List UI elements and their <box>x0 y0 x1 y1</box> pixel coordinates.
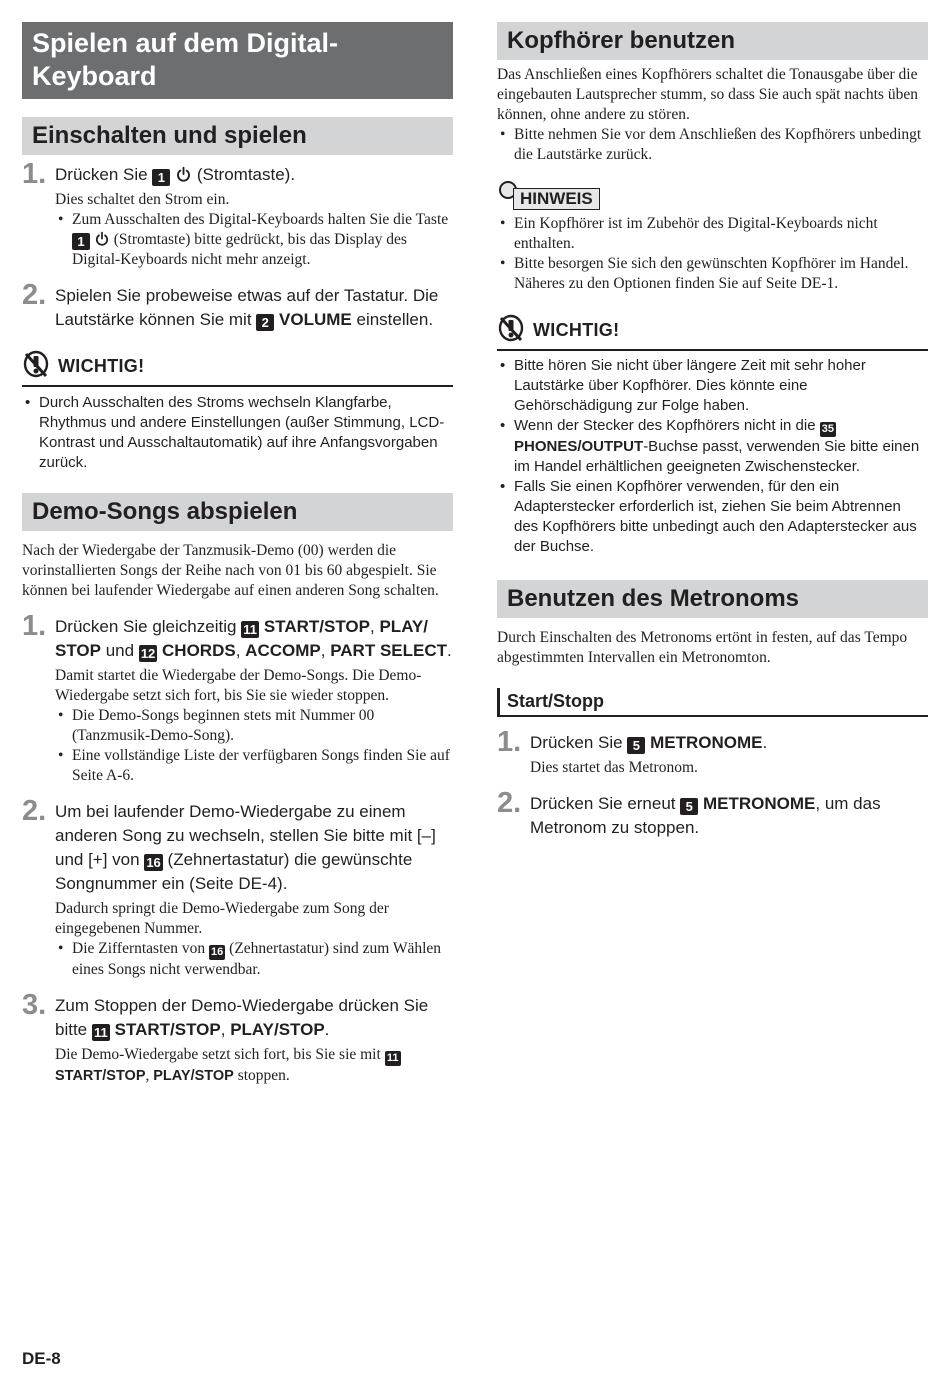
bullet-text: Wenn der Stecker des Kopfhörers nicht in die <box>514 417 816 434</box>
step-demo-start <box>22 610 453 786</box>
step-description: Damit startet die Wiedergabe der Demo-Songs. Die Demo-Wiedergabe setzt sich fort, bis Sie sie wieder stoppen. <box>55 667 422 704</box>
step-text: Spielen Sie probeweise etwas auf der Tastatur. Die Lautstärke können Sie mit <box>55 286 439 329</box>
step-number: 1. <box>497 726 522 758</box>
wichtig-label: WICHTIG! <box>58 356 145 376</box>
button-name: PLAY/STOP <box>230 1020 325 1039</box>
step-number: 2. <box>497 787 522 819</box>
wichtig-bullet: • Bitte hören Sie nicht über längere Zeit mit sehr hoher Lautstärke über Kopfhörer. Dies könnte eine Gehörschädigung zur Folge haben. <box>497 356 928 416</box>
button-name: CHORDS <box>162 641 236 660</box>
power-icon <box>94 231 110 248</box>
button-name: METRONOME <box>703 794 816 813</box>
step-text: Drücken Sie <box>55 165 148 184</box>
separator: , <box>320 641 326 660</box>
button-name: PLAY/STOP <box>153 1068 234 1084</box>
bullet-text-post: (Zehnertastatur) sind zum Wählen eines Songs nicht verwendbar. <box>72 940 442 978</box>
key-badge: 5 <box>680 798 698 815</box>
key-badge: 12 <box>140 646 156 661</box>
step-metronome-start <box>497 726 928 778</box>
step-description <box>55 1045 453 1086</box>
step-text-post: einstellen. <box>356 310 434 329</box>
wichtig-bullet: • Durch Ausschalten des Stroms wechseln Klangfarbe, Rhythmus und andere Einstellungen (außer Stimmung, LCD-Kontrast und Ausschaltautomatik) auf ihre Anfangsvorgaben zurück. <box>22 393 453 473</box>
bullet-text: Zum Ausschalten des Digital-Keyboards halten Sie die Taste <box>72 211 449 228</box>
separator: , <box>145 1067 150 1084</box>
step-play <box>22 279 453 332</box>
separator: , <box>370 617 375 636</box>
warning-icon <box>497 314 527 347</box>
step-number: 2. <box>22 279 47 311</box>
step-text: Zum Stoppen der Demo-Wiedergabe drücken Sie bitte <box>55 996 429 1039</box>
button-name: START/STOP <box>114 1020 221 1039</box>
section-heading-einschalten: Einschalten und spielen <box>22 117 453 155</box>
hinweis-notice <box>497 179 928 294</box>
period: . <box>447 641 452 660</box>
step-description: Dadurch springt die Demo-Wiedergabe zum Song der eingegebenen Nummer. <box>55 900 389 937</box>
desc-text-post: stoppen. <box>237 1067 290 1084</box>
bullet-item <box>55 939 453 980</box>
bullet-item: • Eine vollständige Liste der verfügbaren Songs finden Sie auf Seite A-6. <box>55 746 453 786</box>
step-text: Drücken Sie gleichzeitig <box>55 617 237 636</box>
separator: , <box>235 641 241 660</box>
key-badge: 1 <box>72 233 90 250</box>
wichtig-bullet <box>497 416 928 477</box>
wichtig-notice <box>497 314 928 557</box>
period: . <box>324 1020 330 1039</box>
button-name: VOLUME <box>279 310 352 329</box>
bullet-item: • Die Demo-Songs beginnen stets mit Nummer 00 (Tanzmusik-Demo-Song). <box>55 706 453 746</box>
intro-paragraph: Durch Einschalten des Metronoms ertönt in festen, auf das Tempo abgestimmten Intervallen ein Metronomton. <box>497 629 908 666</box>
section-heading-demo: Demo-Songs abspielen <box>22 493 453 531</box>
step-metronome-stop <box>497 787 928 840</box>
key-badge: 11 <box>92 1024 110 1041</box>
step-number: 2. <box>22 795 47 827</box>
key-badge: 16 <box>211 946 224 958</box>
step-text: Um bei laufender Demo-Wiedergabe zu einem anderen Song zu wechseln, stellen Sie bitte mit [–] und [+] von <box>55 802 436 869</box>
key-badge: 11 <box>241 621 259 638</box>
key-badge: 11 <box>385 1051 401 1066</box>
button-name: PLAY/ STOP <box>55 617 428 660</box>
bullet-item: • Bitte nehmen Sie vor dem Anschließen des Kopfhörers unbedingt die Lautstärke zurück. <box>497 125 928 165</box>
subheading-start-stopp: Start/Stopp <box>497 688 928 717</box>
step-text-post: , um das Metronom zu stoppen. <box>530 794 881 837</box>
key-badge: 35 <box>821 423 834 435</box>
bullet-text-post: -Buchse passt, verwenden Sie bitte einen im Handel erhältlichen geeigneten Zwischenstecker. <box>514 438 920 475</box>
key-badge: 16 <box>146 855 161 870</box>
hinweis-bullet: • Ein Kopfhörer ist im Zubehör des Digital-Keyboards nicht enthalten. <box>497 214 928 254</box>
button-name: START/STOP <box>55 1068 146 1084</box>
step-description: Dies schaltet den Strom ein. <box>55 191 230 208</box>
step-demo-change <box>22 795 453 980</box>
page-title: Spielen auf dem Digital-Keyboard <box>22 22 453 99</box>
power-icon <box>175 165 192 184</box>
step-text: Drücken Sie erneut <box>530 794 676 813</box>
wichtig-bullet: • Falls Sie einen Kopfhörer verwenden, für den ein Adapterstecker erforderlich ist, ziehen Sie beim Abtrennen des Kopfhörers bitte unbedingt auch den Adapterstecker aus der Buchse. <box>497 477 928 557</box>
bullet-text-post: (Stromtaste) bitte gedrückt, bis das Display des Digital-Keyboards nicht mehr anzeigt. <box>72 231 407 268</box>
step-number: 1. <box>22 158 47 190</box>
page-number: DE-8 <box>22 1349 61 1368</box>
button-name: PART SELECT <box>330 641 448 660</box>
button-name: ACCOMP <box>245 641 321 660</box>
left-column <box>22 22 453 1086</box>
right-column <box>497 22 928 840</box>
step-text-post: (Stromtaste). <box>196 165 296 184</box>
hinweis-label: HINWEIS <box>513 188 600 210</box>
button-name: PHONES/OUTPUT <box>514 438 644 455</box>
wichtig-label: WICHTIG! <box>533 320 620 340</box>
hinweis-bullet: • Bitte besorgen Sie sich den gewünschten Kopfhörer im Handel. Näheres zu den Optionen finden Sie auf Seite DE-1. <box>497 254 928 294</box>
warning-icon <box>22 350 52 383</box>
key-badge: 1 <box>152 169 170 186</box>
bullet-item <box>55 210 453 270</box>
step-number: 1. <box>22 610 47 642</box>
step-demo-stop <box>22 989 453 1086</box>
step-text: Drücken Sie <box>530 733 623 752</box>
intro-paragraph: Nach der Wiedergabe der Tanzmusik-Demo (00) werden die vorinstallierten Songs der Reihe nach von 01 bis 60 abgespielt. Sie können bei laufender Wiedergabe auf einen anderen Song schalten. <box>22 542 439 599</box>
step-text-post: (Zehnertastatur) die gewünschte Songnummer ein (Seite DE-4). <box>55 850 413 893</box>
period: . <box>762 733 768 752</box>
bullet-text: Die Zifferntasten von <box>72 940 206 957</box>
desc-text: Die Demo-Wiedergabe setzt sich fort, bis Sie sie mit <box>55 1046 381 1063</box>
separator: , <box>220 1020 226 1039</box>
step-number: 3. <box>22 989 47 1021</box>
step-description: Dies startet das Metronom. <box>530 759 698 776</box>
section-heading-metronom: Benutzen des Metronoms <box>497 580 928 618</box>
conjunction: und <box>105 641 135 660</box>
intro-paragraph: Das Anschließen eines Kopfhörers schaltet die Tonausgabe über die eingebauten Lautsprecher stumm, so dass Sie auch spät nachts üben können, ohne andere zu stören. <box>497 66 918 123</box>
key-badge: 2 <box>256 314 274 331</box>
button-name: START/STOP <box>263 617 370 636</box>
wichtig-notice <box>22 350 453 473</box>
button-name: METRONOME <box>650 733 763 752</box>
section-heading-kopfhoerer: Kopfhörer benutzen <box>497 22 928 60</box>
step-power-on <box>22 158 453 270</box>
key-badge: 5 <box>627 737 645 754</box>
